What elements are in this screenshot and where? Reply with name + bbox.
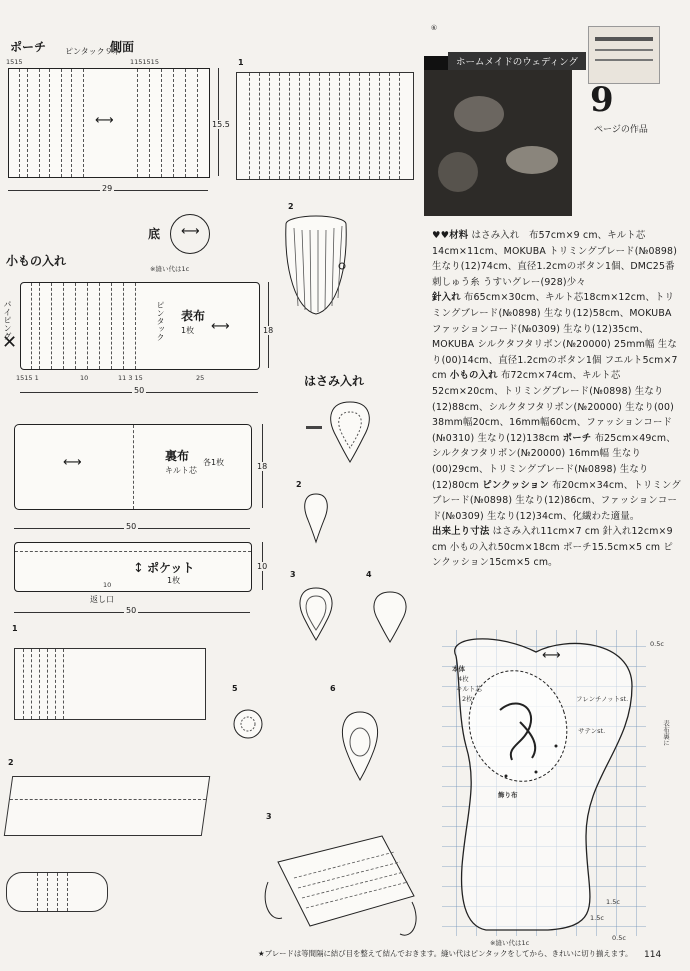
- piping-label: パイピング: [3, 300, 12, 340]
- materials-item: ピンクッション 布20cm×34cm、トリミングブレード(№0898) 生なり(12)86cm、ファッションコード(№0309) 生なり(12)34cm、化繊わた適量。: [432, 479, 682, 522]
- ura-height: 18: [257, 462, 268, 471]
- dim-05c-bottom: 0.5c: [612, 934, 626, 942]
- pouch-width: 29: [102, 184, 113, 193]
- grain-arrow-icon: ⟷: [95, 113, 114, 128]
- scissors-step4-number: 4: [366, 570, 372, 579]
- komono-dims-mid: 11 3 15: [118, 374, 143, 382]
- grain-arrow-icon: ⟷: [63, 455, 82, 470]
- pouch-step1-number: 1: [238, 58, 244, 67]
- button-illustration: [228, 704, 268, 750]
- pouch-height: 15.5: [212, 120, 230, 129]
- finished-sizes: 出来上り寸法 はさみ入れ11cm×7 cm 針入れ12cm×9 cm 小もの入れ50cm×18cm ポーチ15.5cm×5 cm ピンクッション15cm×5 cm。: [432, 526, 673, 569]
- pouch-bag-illustration: [280, 210, 352, 322]
- komono-dims-left: 1515 1: [16, 374, 39, 382]
- needle-step5-number: 5: [232, 684, 238, 693]
- label-french: フレンチノットst.: [576, 695, 629, 703]
- pouch-pintuck-label: ピンタック９本: [65, 47, 121, 56]
- step2-sketch: [4, 776, 210, 836]
- step1-sketch: [14, 648, 206, 720]
- komono-title: 小もの入れ: [6, 254, 67, 268]
- pouch-left-dims: 1515: [6, 58, 23, 66]
- label-seam: ※縫い代は1c: [490, 939, 530, 947]
- pouch-step1-sketch: [236, 72, 414, 180]
- seam-note: ※縫い代は1c: [150, 265, 190, 273]
- ura-count: 各1枚: [203, 458, 225, 467]
- pouch-right-dims: 1151515: [130, 58, 159, 66]
- pocket-panel: [14, 542, 252, 592]
- komono-omote-panel: [20, 282, 260, 370]
- pouch-side-panel: [8, 68, 210, 178]
- magazine-logo: [588, 26, 660, 84]
- pocket-10: 10: [103, 581, 112, 589]
- footer-note: ★ブレードは等間隔に結び目を整えて結んでおきます。縫い代はピンタックをしてから、きれいに切り揃えます。: [258, 949, 633, 958]
- label-hontai: 本体: [452, 665, 465, 673]
- scissors-step3-illustration: [286, 582, 346, 646]
- materials-item: ポーチ 布25cm×49cm、シルクタフタリボン(№20000) 16mm幅 生なり(00)29cm、トリミングブレード(№0898) 生なり(12)80cm: [432, 432, 676, 491]
- pintuck-label: ピンタック: [156, 301, 165, 341]
- side-note: 表布裏に: [662, 720, 670, 746]
- label-kilt: キルト芯: [456, 685, 482, 693]
- scissors-step4-illustration: [360, 586, 420, 646]
- omote-count: 1枚: [181, 326, 195, 335]
- dim-15c: 1.5c: [606, 898, 620, 906]
- product-photo: [424, 56, 572, 216]
- materials-item: ♥♥材料 はさみ入れ 布57cm×9 cm、キルト芯14cm×11cm、MOKUBA トリミングブレード(№0898) 生なり(12)74cm、直径1.2cmのボタン1個、DMC25番刺しゅう糸 うすいグレー(928)少々: [432, 230, 678, 288]
- bottom-label: 底: [148, 227, 161, 241]
- page-number: 9: [590, 80, 614, 120]
- label-kazarinuno: 飾り布: [498, 791, 518, 799]
- materials-block: [432, 228, 682, 571]
- pincushion-pattern: [436, 626, 666, 944]
- omote-label: 表布: [181, 309, 206, 323]
- footer-page-number: 114: [644, 950, 662, 960]
- needle-step6-number: 6: [330, 684, 336, 693]
- photo-caption-vertical: ⑥: [430, 24, 438, 32]
- step2-number: 2: [8, 758, 14, 767]
- bottom-circle: [170, 214, 210, 254]
- step3-roll-sketch: [6, 872, 108, 912]
- pocket-label: ポケット: [147, 561, 195, 575]
- ura-width: 50: [126, 522, 137, 531]
- pouch-step2-number: 2: [288, 202, 294, 211]
- page-ref: ページの作品: [594, 125, 648, 135]
- label-kilt-count: 2枚: [462, 695, 473, 703]
- komono-dims-10: 10: [80, 374, 89, 382]
- grain-arrow-icon: ⟷: [181, 224, 200, 239]
- scissors-step3-number: 3: [290, 570, 296, 579]
- kaeshiguchi: 返し口: [90, 595, 114, 604]
- pocket-width: 50: [126, 606, 137, 615]
- scissors-title: はさみ入れ: [304, 374, 365, 388]
- dim-05c-top: 0.5c: [650, 640, 664, 648]
- cross-mark-icon: ✕: [2, 332, 18, 353]
- needle-case-illustration: [330, 706, 390, 786]
- ura-panel: [14, 424, 252, 510]
- grain-arrow-vertical-icon: ↕: [133, 561, 144, 576]
- pouch-title: ポーチ: [10, 40, 47, 54]
- komono-height: 18: [263, 326, 274, 335]
- kilt-label: キルト芯: [165, 466, 197, 475]
- grain-arrow-icon: ⟷: [211, 319, 230, 334]
- label-satin: サテンst.: [578, 727, 606, 735]
- materials-item: 針入れ 布65cm×30cm、キルト芯18cm×12cm、トリミングブレード(№0898) 生なり(12)58cm、MOKUBA ファッションコード(№0309) 生なり(12)35cm、MOKUBA シルクタフタリボン(№20000) 25mm幅 生なり(00)14cm、直径1.2cmのボタン1個 フエルト5cm×7 cm: [432, 292, 678, 382]
- label-count: 4枚: [458, 675, 469, 683]
- pocket-height: 10: [257, 562, 268, 571]
- komono-roll-illustration: [262, 822, 432, 948]
- dim-15c-b: 1.5c: [590, 914, 604, 922]
- scissors-step1-illustration: [300, 396, 400, 468]
- komono-dims-25: 25: [196, 374, 205, 382]
- materials-item: 小もの入れ 布72cm×74cm、キルト芯52cm×20cm、トリミングブレード(№0898) 生なり(12)88cm、シルクタフタリボン(№20000) 生なり(00) 38mm幅20cm、16mm幅60cm、ファッションコード(№0310) 生なり(12)138cm: [432, 370, 674, 444]
- ura-label: 裏布: [165, 449, 190, 463]
- komono-step3-number: 3: [266, 812, 272, 821]
- scissors-step2-illustration: [296, 490, 336, 546]
- banner: ホームメイドのウェディング: [448, 52, 586, 70]
- pouch-side-label: 側面: [110, 40, 135, 54]
- scissors-step2-number: 2: [296, 480, 302, 489]
- step1-number: 1: [12, 624, 18, 633]
- komono-width: 50: [134, 386, 145, 395]
- pocket-count: 1枚: [167, 576, 181, 585]
- grain-arrow-icon: ⟷: [542, 648, 561, 663]
